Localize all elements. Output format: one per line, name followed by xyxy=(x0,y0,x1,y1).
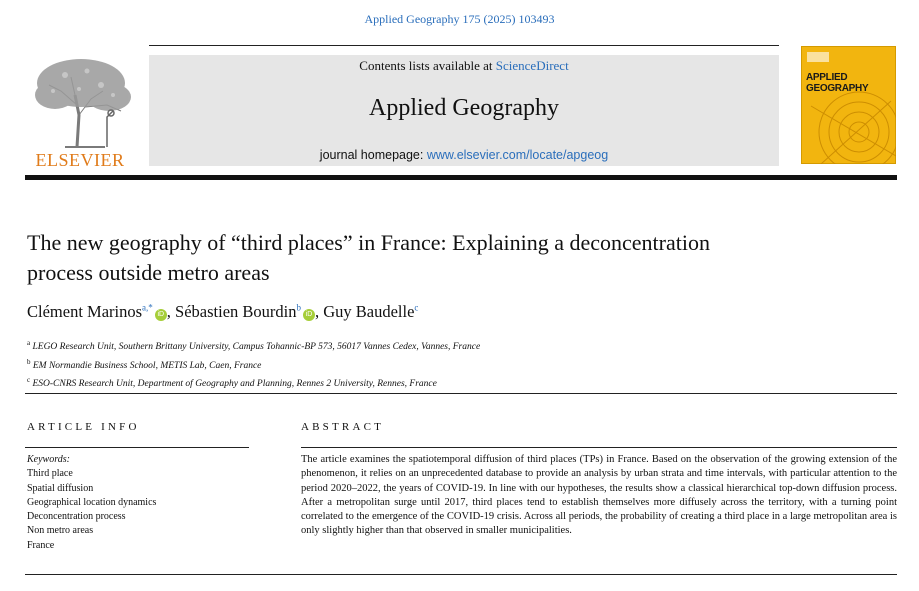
sciencedirect-link[interactable]: ScienceDirect xyxy=(495,58,569,73)
affiliation-text: ESO-CNRS Research Unit, Department of Geography and Planning, Rennes 2 University, Rennes, France xyxy=(32,379,437,390)
homepage-link[interactable]: www.elsevier.com/locate/apgeog xyxy=(426,148,609,162)
affiliation-sup: b xyxy=(27,357,31,366)
orcid-icon[interactable]: iD xyxy=(303,309,315,321)
abstract-text: The article examines the spatiotemporal diffusion of third places (TPs) in France. Based on the observation of the growing extension of the phenomenon, it relies on an unprecedented database to provide an analysis by urban strata and time intervals, with particular attention to the period 2020–2022, the years of COVID-19. In line with our hypotheses, the results show a classical hierarchical top-down diffusion process. After a metropolitan surge until 2017, third places tend to establish themselves more diffusely across the territory, with a turning point correlated to the emergence of the COVID-19 crisis. Across all periods, the probability of creating a third place in a large metropolitan area is only slightly higher than that observed in smaller municipalities. xyxy=(301,454,897,537)
contents-line xyxy=(149,58,779,74)
keyword-item: Non metro areas xyxy=(27,525,94,537)
affiliation-sup: a xyxy=(27,339,31,347)
keyword-item: Third place xyxy=(27,468,73,480)
cover-title-line1: APPLIED xyxy=(806,72,848,83)
cover-title xyxy=(806,72,868,94)
article-info-rule xyxy=(25,447,249,448)
author-name: Sébastien Bourdin xyxy=(175,302,297,321)
journal-reference[interactable]: Applied Geography 175 (2025) 103493 xyxy=(364,12,555,26)
keyword-item: Geographical location dynamics xyxy=(27,496,157,508)
author-list xyxy=(27,302,418,322)
journal-homepage xyxy=(149,148,779,162)
author-affiliation-sup[interactable]: a,* xyxy=(142,302,153,313)
cover-title-line2: GEOGRAPHY xyxy=(806,83,869,94)
header-thick-rule xyxy=(25,175,897,180)
keywords-block xyxy=(27,453,156,553)
article-title: The new geography of “third places” in France: Explaining a deconcentration process outside metro areas xyxy=(27,230,710,285)
orcid-icon[interactable]: iD xyxy=(155,309,167,321)
keywords-label: Keywords: xyxy=(27,454,70,465)
abstract-heading: ABSTRACT xyxy=(301,421,385,433)
author-separator: , xyxy=(314,302,324,321)
journal-banner xyxy=(149,55,779,166)
bottom-rule xyxy=(25,574,897,575)
author-name: Clément Marinos xyxy=(27,302,143,321)
affiliation-sup: c xyxy=(27,376,31,385)
header-rule xyxy=(149,45,779,46)
homepage-prefix: journal homepage: xyxy=(319,148,427,162)
affiliation-item xyxy=(27,336,480,355)
keyword-item: Deconcentration process xyxy=(27,511,126,523)
keyword-item: Spatial diffusion xyxy=(27,482,94,494)
journal-title: Applied Geography xyxy=(369,95,559,121)
affiliation-item xyxy=(27,355,480,374)
contents-prefix: Contents lists available at xyxy=(359,58,496,73)
affiliation-list xyxy=(27,336,480,392)
affiliation-text: EM Normandie Business School, METIS Lab, Caen, France xyxy=(32,360,262,371)
abstract-rule xyxy=(301,447,897,448)
author-affiliation-sup[interactable]: b xyxy=(296,302,301,313)
article-info-heading: ARTICLE INFO xyxy=(27,421,140,433)
elsevier-wordmark: ELSEVIER xyxy=(35,150,125,170)
keyword-item: France xyxy=(27,539,55,551)
affiliation-item xyxy=(27,373,480,392)
affiliation-text: LEGO Research Unit, Southern Brittany University, Campus Tohannic-BP 573, 56017 Vannes Cedex, Vannes, France xyxy=(32,342,481,353)
section-divider xyxy=(25,393,897,394)
author-affiliation-sup[interactable]: c xyxy=(414,302,419,313)
journal-cover-thumbnail[interactable] xyxy=(801,46,896,164)
author-name: Guy Baudelle xyxy=(323,302,415,321)
author-separator: , xyxy=(166,302,176,321)
